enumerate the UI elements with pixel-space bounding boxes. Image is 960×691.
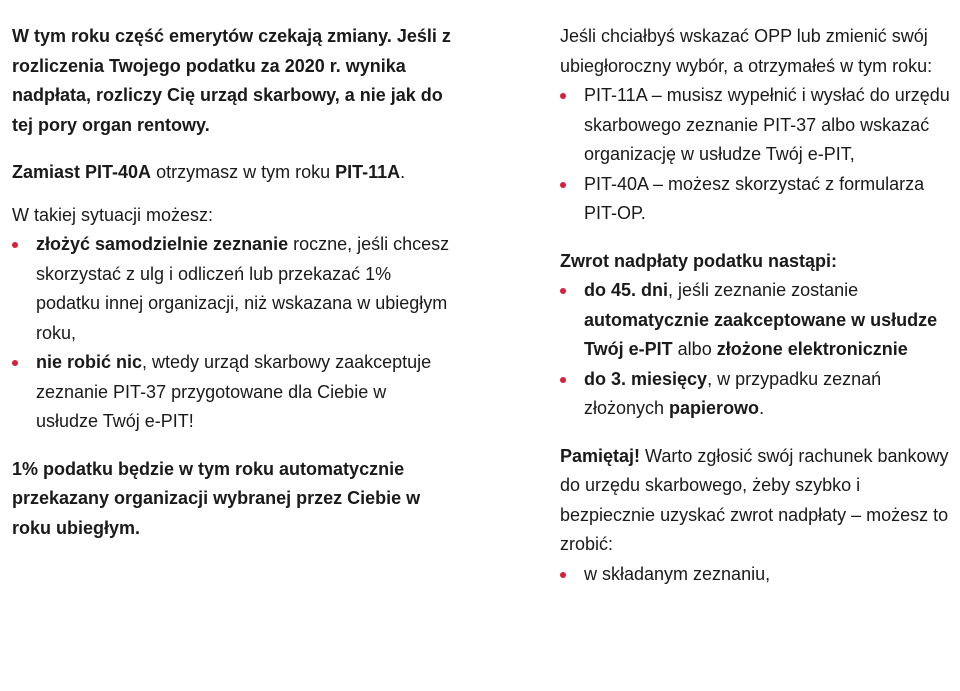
remember-text: Warto zgłosić swój rachunek bankowy do urzędu skarbowego, żeby szybko i bezpiecznie uzyskać zwrot nadpłaty – możesz to zrobić:	[560, 445, 949, 554]
list-item: w składanym zeznaniu,	[560, 560, 950, 590]
remember-strong: Pamiętaj!	[560, 445, 641, 466]
right-column	[560, 22, 950, 589]
list-item	[560, 365, 950, 424]
refund-text: albo	[672, 339, 717, 359]
list-item: PIT-40A – możesz skorzystać z formularza PIT-OP.	[560, 170, 950, 229]
refund-strong: do 3. miesięcy	[584, 368, 708, 389]
closing-paragraph: 1% podatku będzie w tym roku automatycznie przekazany organizacji wybranej przez Ciebie w roku ubiegłym.	[12, 458, 421, 538]
refund-strong: do 45. dni	[584, 280, 669, 300]
pit-end: .	[400, 162, 406, 182]
list-item	[12, 230, 452, 348]
pit-11a-label: PIT-11A	[335, 162, 401, 182]
left-column	[12, 22, 452, 543]
options-list	[12, 230, 452, 437]
option-text: roczne, jeśli chcesz skorzystać z ulg i odliczeń lub przekazać 1% podatku innej organizacji, niż wskazana w ubiegłym roku,	[36, 234, 450, 343]
option-strong: nie robić nic	[36, 352, 143, 372]
pit-paragraph	[12, 158, 452, 188]
pit-text: otrzymasz w tym roku	[151, 162, 336, 182]
refund-text: , jeśli zeznanie zostanie	[668, 280, 859, 300]
option-strong: złożyć samodzielnie zeznanie	[36, 234, 289, 254]
refund-text: .	[759, 398, 765, 418]
opp-intro: Jeśli chciałbyś wskazać OPP lub zmienić swój ubiegłoroczny wybór, a otrzymałeś w tym roku:	[560, 26, 933, 76]
refund-list	[560, 276, 950, 424]
remember-paragraph	[560, 442, 950, 560]
remember-list	[560, 560, 950, 590]
refund-heading: Zwrot nadpłaty podatku nastąpi:	[560, 250, 838, 271]
option-text: , wtedy urząd skarbowy zaakceptuje zeznanie PIT-37 przygotowane dla Ciebie w usłudze Twój e-PIT!	[36, 352, 432, 431]
intro-paragraph: W tym roku część emerytów czekają zmiany. Jeśli z rozliczenia Twojego podatku za 2020 r. wynika nadpłata, rozliczy Cię urząd skarbowy, a nie jak do tej pory organ rentowy.	[12, 26, 451, 135]
situation-label: W takiej sytuacji możesz:	[12, 204, 214, 225]
list-item: PIT-11A – musisz wypełnić i wysłać do urzędu skarbowego zeznanie PIT-37 albo wskazać organizację w usłudze Twój e-PIT,	[560, 81, 950, 170]
refund-strong: złożone elektronicznie	[716, 339, 908, 359]
refund-text: , w przypadku zeznań złożonych	[584, 368, 882, 418]
opp-list	[560, 81, 950, 229]
refund-strong: papierowo	[669, 398, 760, 418]
pit-40a-label: Zamiast PIT-40A	[12, 162, 152, 182]
list-item	[560, 276, 950, 365]
list-item	[12, 348, 452, 437]
refund-strong: automatycznie zaakceptowane w usłudze Twój e-PIT	[584, 309, 938, 359]
